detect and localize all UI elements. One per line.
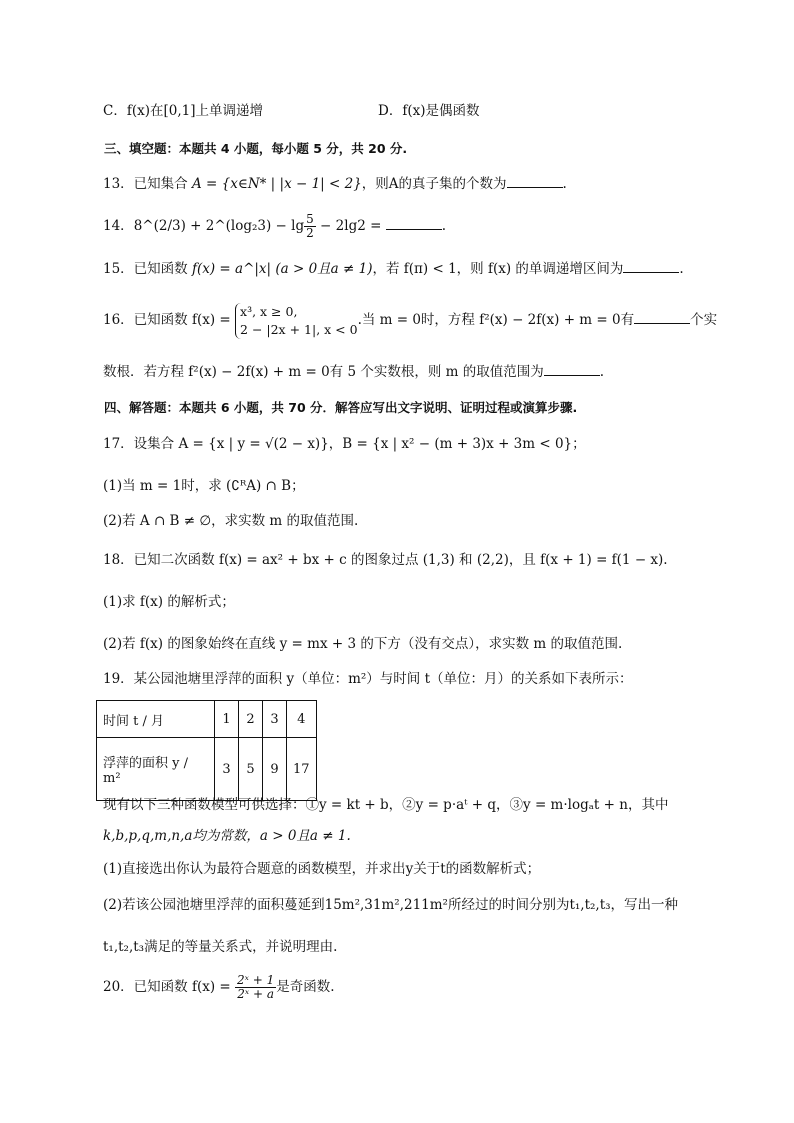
q16-line2-text: 数根．若方程 f²(x) − 2f(x) + m = 0有 5 个实数根，则 m 的取值范围为 (103, 364, 544, 380)
question-19-part-2: (2)若该公园池塘里浮萍的面积蔓延到15m²,31m²,211m²所经过的时间分别为t₁,t₂,t₃，写出一种 (103, 897, 679, 913)
table-cell: 3 (263, 701, 287, 738)
piecewise-case-1: x³, x ≥ 0, (240, 303, 298, 319)
table-row (97, 738, 317, 801)
option-d: D．f(x)是偶函数 (378, 103, 480, 119)
piecewise-case-2: 2 − |2x + 1|, x < 0 (240, 321, 358, 337)
question-19-part-2-cont: t₁,t₂,t₃满足的等量关系式，并说明理由. (103, 939, 338, 955)
q14-fraction (304, 213, 316, 240)
question-19-part-1: (1)直接选出你认为最符合题意的函数模型，并求出y关于t的函数解析式； (103, 861, 541, 877)
q14-end: . (441, 218, 446, 234)
question-17-part-1: (1)当 m = 1时，求 (∁ᴿA) ∩ B； (103, 478, 305, 494)
q16-end: . (599, 364, 605, 380)
answer-blank (386, 217, 442, 230)
question-19-models: 现有以下三种函数模型可供选择：①y = kt + b，②y = p·aᵗ + q，③y = m·logₐt + n，其中 (103, 797, 669, 813)
q16-text-end: 个实 (690, 312, 718, 328)
section-3-heading: 三、填空题：本题共 4 小题，每小题 5 分，共 20 分. (104, 141, 408, 156)
answer-blank (507, 175, 563, 188)
question-18-part-2: (2)若 f(x) 的图象始终在直线 y = mx + 3 的下方（没有交点），求实数 m 的取值范围. (103, 636, 623, 652)
q15-prefix: 15．已知函数 (103, 261, 192, 277)
question-14 (103, 212, 698, 240)
q20-fraction (235, 974, 276, 1001)
table-header-area: 浮萍的面积 y / m² (97, 738, 215, 801)
question-17: 17．设集合 A = {x | y = √(2 − x)}，B = {x | x² − (m + 3)x + 3m < 0}； (103, 436, 586, 452)
q20-fraction-denominator: 2ˣ + a (237, 987, 274, 1001)
piecewise-function (235, 303, 358, 339)
option-c: C．f(x)在[0,1]上单调递增 (103, 103, 263, 119)
q13-end: . (562, 176, 567, 192)
question-20 (103, 970, 698, 1004)
question-13 (103, 174, 698, 194)
q15-text: ，若 f(π) < 1，则 f(x) 的单调递增区间为 (372, 261, 624, 277)
table-cell: 2 (239, 701, 263, 738)
question-17-part-2: (2)若 A ∩ B ≠ ∅，求实数 m 的取值范围. (103, 513, 359, 529)
question-18: 18．已知二次函数 f(x) = ax² + bx + c 的图象过点 (1,3) 和 (2,2)，且 f(x + 1) = f(1 − x). (103, 552, 668, 568)
q20-prefix: 20．已知函数 f(x) = (103, 979, 236, 995)
q15-expression: f(x) = a^|x| (a > 0且a ≠ 1) (191, 261, 373, 277)
question-19-constants: k,b,p,q,m,n,a均为常数，a > 0且a ≠ 1. (103, 828, 351, 844)
table-row (97, 701, 317, 738)
answer-blank (623, 260, 679, 273)
q20-fraction-numerator: 2ˣ + 1 (237, 973, 275, 987)
table-cell: 17 (287, 738, 317, 801)
q14-fraction-numerator: 5 (306, 212, 314, 226)
question-15 (103, 259, 698, 279)
table-cell: 3 (215, 738, 239, 801)
question-18-part-1: (1)求 f(x) 的解析式； (103, 594, 235, 610)
q20-text: 是奇函数. (276, 979, 335, 995)
table-cell: 9 (263, 738, 287, 801)
q15-end: . (679, 261, 684, 277)
table-cell: 1 (215, 701, 239, 738)
table-cell: 5 (239, 738, 263, 801)
q14-prefix: 14． (103, 218, 134, 234)
table-cell: 4 (287, 701, 317, 738)
question-16 (103, 300, 718, 340)
answer-blank (634, 311, 690, 324)
q14-fraction-denominator: 2 (306, 226, 314, 240)
q16-text: .当 m = 0时，方程 f²(x) − 2f(x) + m = 0有 (357, 312, 635, 328)
q13-text: ，则A的真子集的个数为 (361, 176, 507, 192)
q13-prefix: 13．已知集合 (103, 176, 192, 192)
question-19: 19．某公园池塘里浮萍的面积 y（单位：m²）与时间 t（单位：月）的关系如下表所示： (103, 671, 633, 687)
q13-expression: A = {x∈N* | |x − 1| < 2} (191, 176, 362, 192)
q14-expression-rest: − 2lg2 = (315, 218, 386, 234)
answer-blank (544, 363, 600, 376)
table-header-time: 时间 t / 月 (97, 701, 215, 738)
q16-prefix: 16．已知函数 f(x) = (103, 312, 236, 328)
data-table (96, 700, 317, 801)
question-16-line-2 (103, 362, 698, 382)
section-4-heading: 四、解答题：本题共 6 小题，共 70 分．解答应写出文字说明、证明过程或演算步骤. (104, 400, 578, 415)
q14-expression: 8^(2/3) + 2^(log₂3) − lg (133, 218, 305, 234)
